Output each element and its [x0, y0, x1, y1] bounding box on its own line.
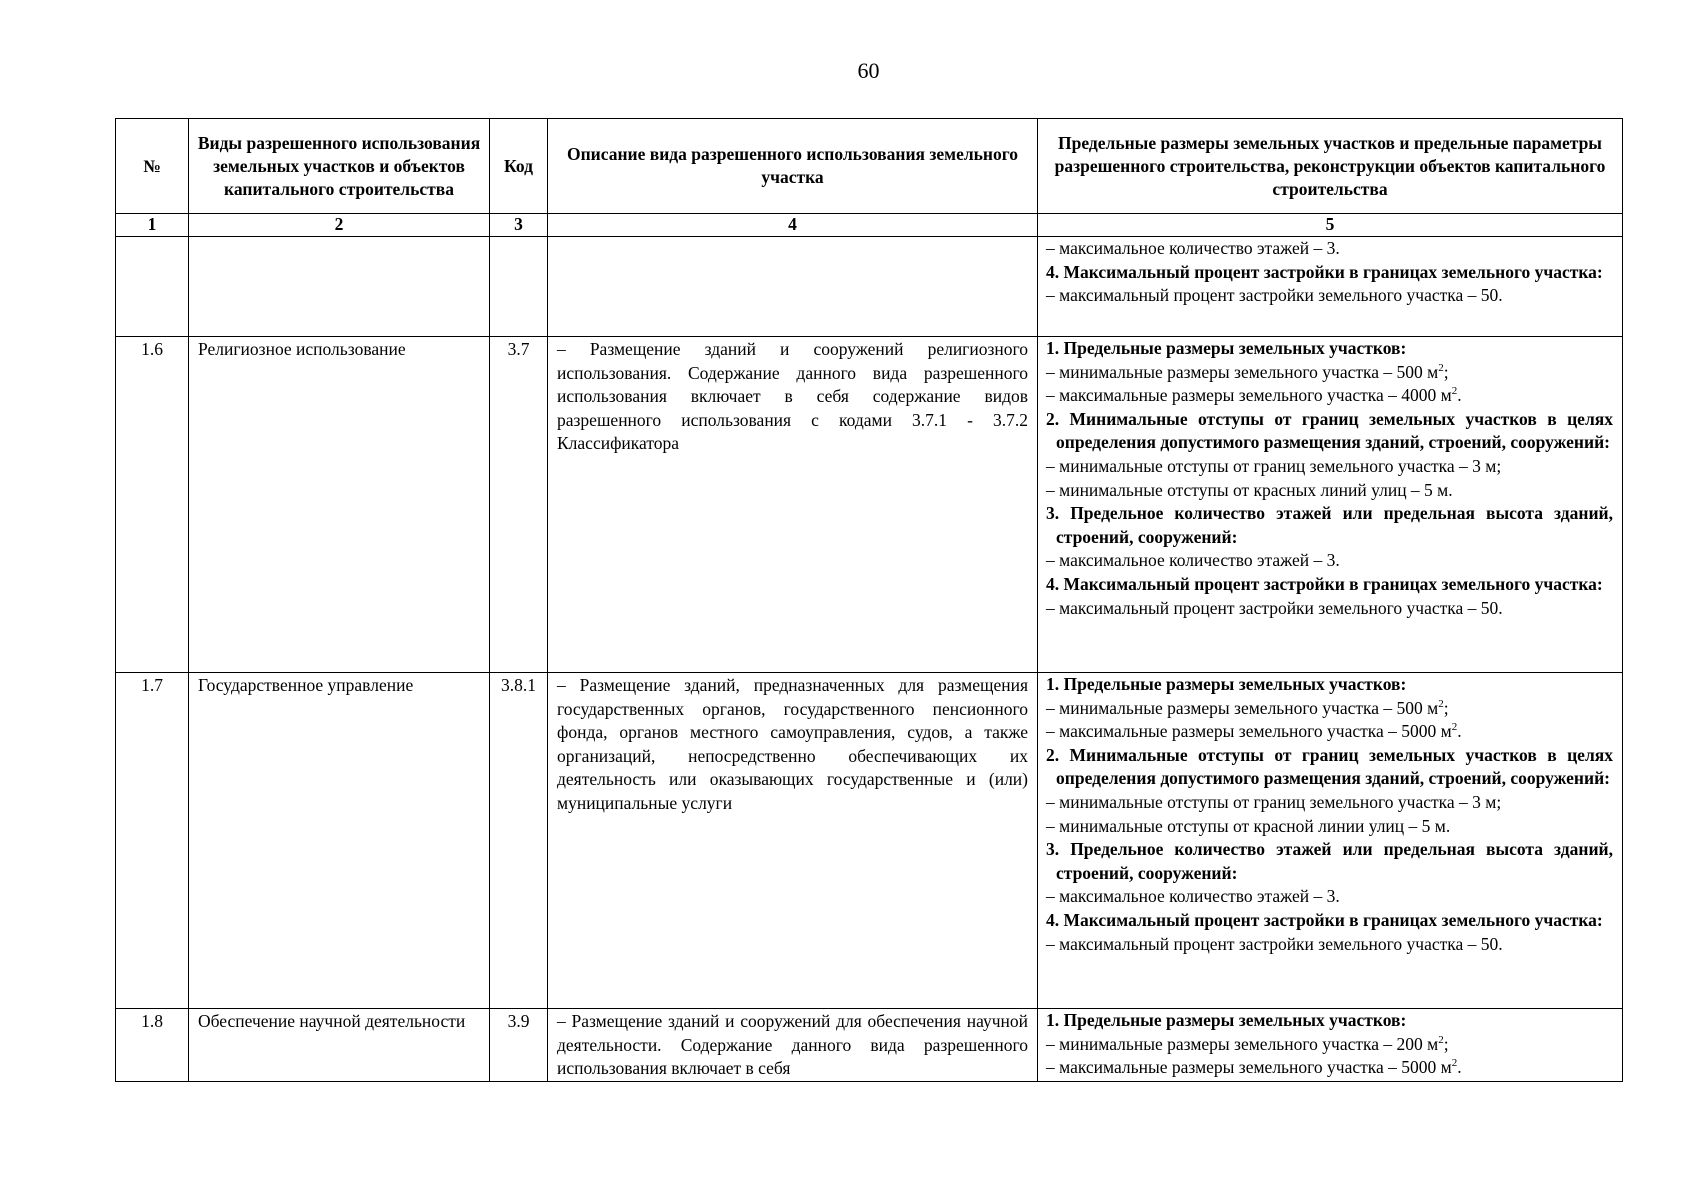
- parameter-text: – максимальное количество этажей – 3.: [1046, 550, 1340, 571]
- row-number: [116, 237, 189, 337]
- header-parameters: Предельные размеры земельных участков и предельные параметры разрешенного строительства, реконструкции объектов капитального строительства: [1038, 119, 1623, 214]
- punctuation: ;: [1443, 697, 1449, 718]
- unit-superscript: 2: [1451, 385, 1458, 398]
- parameter-text: – минимальные размеры земельного участка – 200 м: [1046, 1033, 1439, 1054]
- table-row: [116, 337, 1623, 673]
- limit-parameters: [1038, 1009, 1623, 1082]
- parameter-text: 2. Минимальные отступы от границ земельных участков в целях определения допустимого размещения зданий, строений, сооружений:: [1046, 744, 1613, 789]
- table-body: [116, 237, 1623, 1082]
- use-type-name: Обеспечение научной деятельности: [189, 1009, 490, 1082]
- limit-parameters: [1038, 337, 1623, 673]
- use-code: [490, 237, 548, 337]
- limit-parameters: [1038, 673, 1623, 1009]
- parameter-text: – минимальные отступы от границ земельного участка – 3 м;: [1046, 791, 1502, 812]
- parameter-heading: [1046, 573, 1613, 597]
- header-no: №: [116, 119, 189, 214]
- parameter-item: [1046, 1033, 1613, 1057]
- row-number: 1.6: [116, 337, 189, 673]
- use-type-name: Религиозное использование: [189, 337, 490, 673]
- column-number: 5: [1038, 214, 1623, 237]
- parameter-text: – максимальный процент застройки земельного участка – 50.: [1046, 933, 1503, 954]
- parameter-item: [1046, 384, 1613, 408]
- parameter-text: – максимальные размеры земельного участка – 4000 м: [1046, 385, 1452, 406]
- parameter-text: 4. Максимальный процент застройки в границах земельного участка:: [1046, 261, 1603, 282]
- parameter-item: [1046, 361, 1613, 385]
- column-number: 4: [548, 214, 1038, 237]
- parameter-heading: [1046, 673, 1613, 697]
- column-number: 1: [116, 214, 189, 237]
- column-number: 3: [490, 214, 548, 237]
- parameter-item: [1046, 284, 1613, 308]
- parameter-heading: [1046, 1009, 1613, 1033]
- land-use-table: [115, 118, 1623, 1082]
- parameter-text: 4. Максимальный процент застройки в границах земельного участка:: [1046, 909, 1603, 930]
- limit-parameters: [1038, 237, 1623, 337]
- unit-superscript: 2: [1438, 361, 1444, 374]
- use-description: [548, 237, 1038, 337]
- unit-superscript: 2: [1451, 1057, 1458, 1070]
- parameter-text: – максимальные размеры земельного участка – 5000 м: [1046, 721, 1452, 742]
- punctuation: ;: [1443, 1033, 1449, 1054]
- punctuation: .: [1457, 1057, 1462, 1078]
- parameter-text: 1. Предельные размеры земельных участков:: [1046, 674, 1407, 694]
- parameter-heading: [1046, 337, 1613, 361]
- parameter-heading: [1046, 261, 1613, 285]
- parameter-text: – минимальные отступы от красной линии улиц – 5 м.: [1046, 815, 1451, 836]
- parameter-text: 3. Предельное количество этажей или предельная высота зданий, строений, сооружений:: [1046, 839, 1613, 883]
- use-code: 3.9: [490, 1009, 548, 1082]
- parameter-text: – минимальные отступы от красных линий улиц – 5 м.: [1046, 479, 1453, 500]
- parameter-heading: [1046, 909, 1613, 933]
- parameter-text: – максимальное количество этажей – 3.: [1046, 238, 1340, 258]
- parameter-text: – максимальные размеры земельного участка – 5000 м: [1046, 1057, 1452, 1078]
- unit-superscript: 2: [1451, 721, 1458, 734]
- column-number: 2: [189, 214, 490, 237]
- parameter-text: – максимальный процент застройки земельного участка – 50.: [1046, 597, 1503, 618]
- parameter-item: [1046, 1056, 1613, 1080]
- use-description: – Размещение зданий, предназначенных для размещения государственных органов, государственного пенсионного фонда, органов местного самоуправления, судов, а также организаций, непосредственно обеспечивающих их деятельность или оказывающих государственные и (или) муниципальные услуги: [548, 673, 1038, 1009]
- parameter-item: [1046, 697, 1613, 721]
- parameter-item: [1046, 720, 1613, 744]
- use-type-name: [189, 237, 490, 337]
- parameter-text: 4. Максимальный процент застройки в границах земельного участка:: [1046, 573, 1603, 594]
- parameter-text: 3. Предельное количество этажей или предельная высота зданий, строений, сооружений:: [1046, 503, 1613, 547]
- table-row: [116, 237, 1623, 337]
- parameter-item: [1046, 815, 1613, 839]
- parameter-text: 2. Минимальные отступы от границ земельных участков в целях определения допустимого размещения зданий, строений, сооружений:: [1046, 408, 1613, 453]
- punctuation: .: [1457, 385, 1462, 406]
- header-use-type: Виды разрешенного использования земельных участков и объектов капитального строительства: [189, 119, 490, 214]
- column-number-row: [116, 214, 1623, 237]
- parameter-heading: [1046, 744, 1613, 791]
- punctuation: .: [1457, 721, 1462, 742]
- use-code: 3.8.1: [490, 673, 548, 1009]
- parameter-item: [1046, 479, 1613, 503]
- unit-superscript: 2: [1438, 697, 1444, 710]
- parameter-text: – минимальные размеры земельного участка – 500 м: [1046, 697, 1439, 718]
- parameter-item: [1046, 791, 1613, 815]
- parameter-heading: [1046, 502, 1613, 549]
- punctuation: ;: [1443, 361, 1449, 382]
- parameter-item: [1046, 455, 1613, 479]
- parameter-item: [1046, 885, 1613, 909]
- parameter-text: – минимальные отступы от границ земельного участка – 3 м;: [1046, 455, 1502, 476]
- parameter-text: – максимальный процент застройки земельного участка – 50.: [1046, 285, 1503, 306]
- header-row: [116, 119, 1623, 214]
- parameter-text: 1. Предельные размеры земельных участков:: [1046, 338, 1407, 358]
- row-number: 1.7: [116, 673, 189, 1009]
- unit-superscript: 2: [1438, 1033, 1444, 1046]
- page-number: 60: [857, 58, 880, 83]
- parameter-text: – максимальное количество этажей – 3.: [1046, 886, 1340, 907]
- parameter-item: [1046, 597, 1613, 621]
- header-description: Описание вида разрешенного использования земельного участка: [548, 119, 1038, 214]
- use-code: 3.7: [490, 337, 548, 673]
- parameter-heading: [1046, 408, 1613, 455]
- parameter-text: 1. Предельные размеры земельных участков:: [1046, 1010, 1407, 1030]
- use-description: – Размещение зданий и сооружений религиозного использования. Содержание данного вида разрешенного использования включает в себя содержание видов разрешенного использования с кодами 3.7.1 - 3.7.2 Классификатора: [548, 337, 1038, 673]
- use-type-name: Государственное управление: [189, 673, 490, 1009]
- use-description: – Размещение зданий и сооружений для обеспечения научной деятельности. Содержание данного вида разрешенного использования включает в себя: [548, 1009, 1038, 1082]
- parameter-text: – минимальные размеры земельного участка – 500 м: [1046, 361, 1439, 382]
- parameter-heading: [1046, 838, 1613, 885]
- row-number: 1.8: [116, 1009, 189, 1082]
- table-row: [116, 1009, 1623, 1082]
- parameter-item: [1046, 549, 1613, 573]
- table-row: [116, 673, 1623, 1009]
- parameter-item: [1046, 933, 1613, 957]
- parameter-item: [1046, 237, 1613, 261]
- header-code: Код: [490, 119, 548, 214]
